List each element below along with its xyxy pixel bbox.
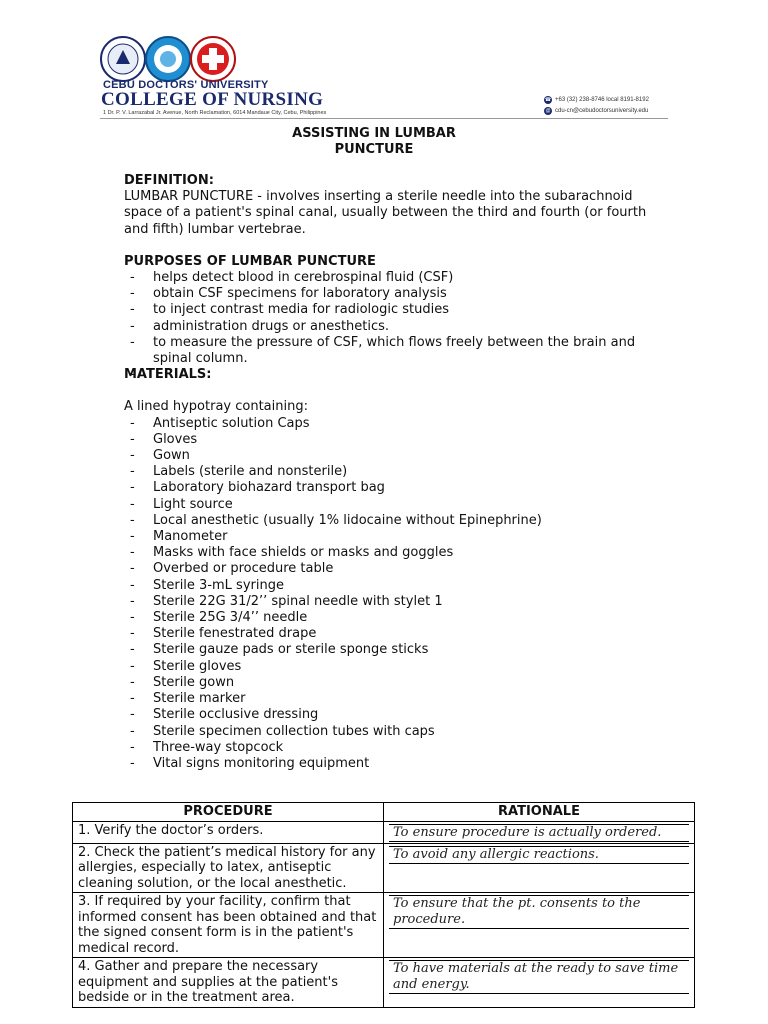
material-item: - Masks with face shields or masks and goggles [124,545,654,561]
material-item: - Vital signs monitoring equipment [124,756,654,772]
red-cross-seal-icon [191,37,235,81]
materials-intro: A lined hypotray containing: [124,399,308,415]
email-icon: @ [545,108,551,114]
procedure-step: 2. Check the patient’s medical history for any allergies, especially to latex, antiseptic cleaning solution, or the local anesthetic. [73,843,384,893]
table-row [73,958,695,1008]
procedure-step: 1. Verify the doctor’s orders. [73,821,384,843]
table-row [73,893,695,958]
material-item: - Sterile gauze pads or sterile sponge sticks [124,642,654,658]
university-name: CEBU DOCTORS' UNIVERSITY [103,79,269,91]
material-item: - Sterile 25G 3/4’’ needle [124,610,654,626]
handwritten-rationale: To ensure that the pt. consents to the procedure. [389,895,689,929]
purpose-item: - administration drugs or anesthetics. [124,319,654,335]
material-item: - Overbed or procedure table [124,561,654,577]
purpose-item: - obtain CSF specimens for laboratory analysis [124,286,654,302]
procedure-table [72,802,695,1008]
page-title-line-1: ASSISTING IN LUMBAR [292,126,456,141]
phone-icon: ☎ [544,97,552,103]
materials-heading: MATERIALS: [124,367,212,383]
material-item: - Light source [124,497,654,513]
header-divider [100,118,668,119]
materials-list [124,416,654,772]
material-item: - Manometer [124,529,654,545]
material-item: - Antiseptic solution Caps [124,416,654,432]
material-item: - Sterile gown [124,675,654,691]
material-item: - Sterile specimen collection tubes with caps [124,724,654,740]
phone-number: +63 (32) 238-8746 local 8191-8192 [555,97,649,103]
material-item: - Gloves [124,432,654,448]
material-item: - Sterile gloves [124,659,654,675]
purposes-list [124,270,654,367]
material-item: - Three-way stopcock [124,740,654,756]
material-item: - Sterile 22G 31/2’’ spinal needle with stylet 1 [124,594,654,610]
rationale-column-header: RATIONALE [384,803,695,822]
procedure-column-header: PROCEDURE [73,803,384,822]
rationale-cell [384,958,695,1008]
definition-text: LUMBAR PUNCTURE - involves inserting a sterile needle into the subarachnoid space of a patient's spinal canal, usually between the third and fourth (or fourth and fifth) lumbar vertebrae. [124,189,647,237]
material-item: - Sterile occlusive dressing [124,707,654,723]
material-item: - Local anesthetic (usually 1% lidocaine without Epinephrine) [124,513,654,529]
purpose-item: - to measure the pressure of CSF, which flows freely between the brain and spinal column. [124,335,654,367]
handwritten-rationale: To have materials at the ready to save time and energy. [389,960,689,994]
purposes-heading: PURPOSES OF LUMBAR PUNCTURE [124,253,376,269]
procedure-step: 4. Gather and prepare the necessary equipment and supplies at the patient's bedside or in the treatment area. [73,958,384,1008]
material-item: - Sterile 3-mL syringe [124,578,654,594]
rationale-cell [384,821,695,843]
cdu-seal-icon [101,37,145,81]
phone-contact [544,96,649,104]
page-title-line-2: PUNCTURE [334,142,414,157]
nursing-seal-icon [146,37,190,81]
table-row [73,821,695,843]
university-logos [100,36,260,82]
address: 1 Dr. P. V. Larrazabal Jr. Avenue, North Reclamation, 6014 Mandaue City, Cebu, Philippines [103,110,327,116]
material-item: - Sterile marker [124,691,654,707]
rationale-cell [384,843,695,893]
document-body [124,173,654,772]
definition-heading: DEFINITION: [124,173,214,188]
material-item: - Gown [124,448,654,464]
email-address: cdu-cn@cebudoctorsuniversity.edu [555,108,649,114]
handwritten-rationale: To avoid any allergic reactions. [389,846,689,864]
material-item: - Sterile fenestrated drape [124,626,654,642]
purpose-item: - to inject contrast media for radiologic studies [124,302,654,318]
material-item: - Labels (sterile and nonsterile) [124,464,654,480]
procedure-step: 3. If required by your facility, confirm that informed consent has been obtained and that the signed consent form is in the patient's medical record. [73,893,384,958]
college-name: COLLEGE OF NURSING [101,89,324,110]
table-row [73,843,695,893]
handwritten-rationale: To ensure procedure is actually ordered. [389,824,689,842]
email-contact [544,107,648,115]
material-item: - Laboratory biohazard transport bag [124,480,654,496]
purpose-item: - helps detect blood in cerebrospinal fluid (CSF) [124,270,654,286]
rationale-cell [384,893,695,958]
